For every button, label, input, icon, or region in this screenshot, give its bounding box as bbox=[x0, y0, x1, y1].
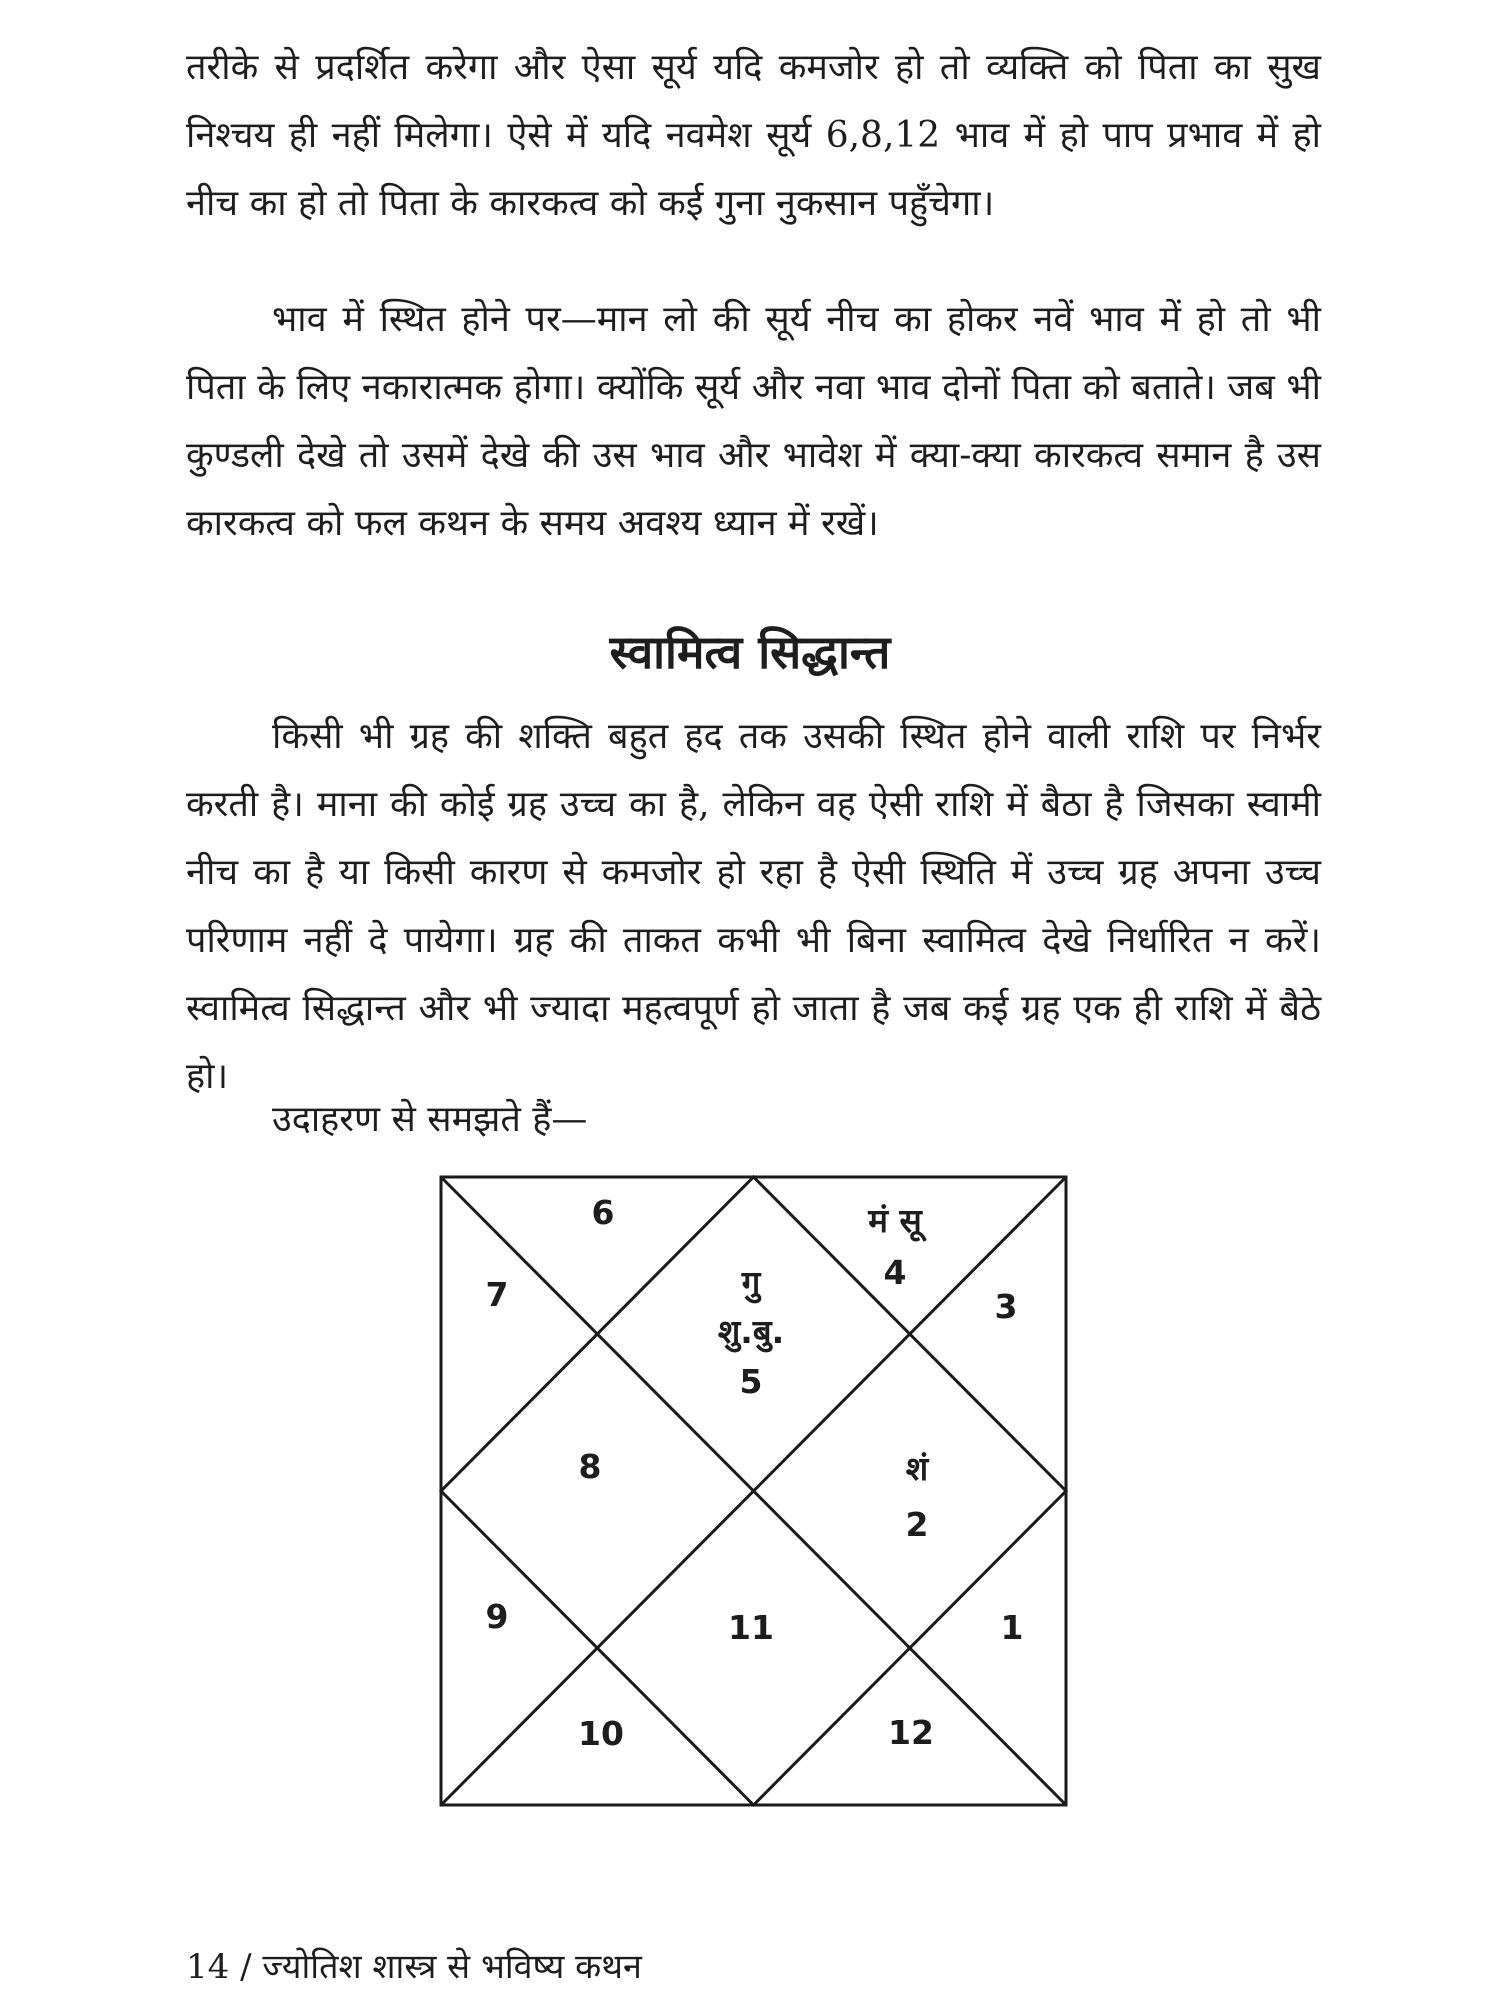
house-label-2: 4 bbox=[883, 1253, 907, 1292]
paragraph-father-significance: तरीके से प्रदर्शित करेगा और ऐसा सूर्य यदि कमजोर हो तो व्यक्ति को पिता का सुख निश्चय ही नहीं मिलेगा। ऐसे में यदि नवमेश सूर्य 6,8,12 भाव में हो पाप प्रभाव में हो नीच का हो तो पिता के कारकत्व को कई गुना नुकसान पहुँचेगा। bbox=[186, 47, 1321, 224]
house-planets-saturn: शं bbox=[905, 1449, 929, 1488]
horoscope-chart bbox=[439, 1175, 1068, 1807]
house-label-7: 11 bbox=[728, 1608, 774, 1647]
house-label-8: 10 bbox=[578, 1714, 624, 1753]
house-label-4: 2 bbox=[905, 1505, 929, 1544]
house-label-9: 9 bbox=[485, 1597, 509, 1636]
house-label-5: 1 bbox=[1000, 1608, 1024, 1647]
house-label-1: 5 bbox=[739, 1362, 763, 1401]
house-planets-jupiter: गु bbox=[741, 1263, 761, 1302]
house-planets-mars-sun: मं सू bbox=[868, 1201, 922, 1240]
house-label-10: 8 bbox=[578, 1447, 602, 1486]
house-label-6: 12 bbox=[888, 1713, 934, 1752]
page-footer: 14 / ज्योतिश शास्त्र से भविष्य कथन bbox=[186, 1947, 642, 1987]
section-heading: स्वामित्व सिद्धान्त bbox=[609, 625, 891, 679]
house-label-11: 7 bbox=[485, 1275, 509, 1314]
paragraph-ownership-principle: किसी भी ग्रह की शक्ति बहुत हद तक उसकी स्थित होने वाली राशि पर निर्भर करती है। माना की कोई ग्रह उच्च का है, लेकिन वह ऐसी राशि में बैठा है जिसका स्वामी नीच का है या किसी कारण से कमजोर हो रहा है ऐसी स्थिति में उच्च ग्रह अपना उच्च परिणाम नहीं दे पायेगा। ग्रह की ताकत कभी भी बिना स्वामित्व देखे निर्धारित न करें। स्वामित्व सिद्धान्त और भी ज्यादा महत्वपूर्ण हो जाता है जब कई ग्रह एक ही राशि में बैठे हो। bbox=[186, 716, 1321, 1097]
house-label-3: 3 bbox=[994, 1287, 1018, 1326]
house-planets-venus-mercury: शु.बु. bbox=[717, 1312, 785, 1351]
paragraph-example-intro: उदाहरण से समझते हैं— bbox=[272, 1099, 588, 1140]
house-label-12: 6 bbox=[591, 1193, 615, 1232]
paragraph-house-placement: भाव में स्थित होने पर—मान लो की सूर्य नीच का होकर नवें भाव में हो तो भी पिता के लिए नकारात्मक होगा। क्योंकि सूर्य और नवा भाव दोनों पिता को बताते। जब भी कुण्डली देखे तो उसमें देखे की उस भाव और भावेश में क्या-क्या कारकत्व समान है उस कारकत्व को फल कथन के समय अवश्य ध्यान में रखें। bbox=[186, 299, 1321, 544]
